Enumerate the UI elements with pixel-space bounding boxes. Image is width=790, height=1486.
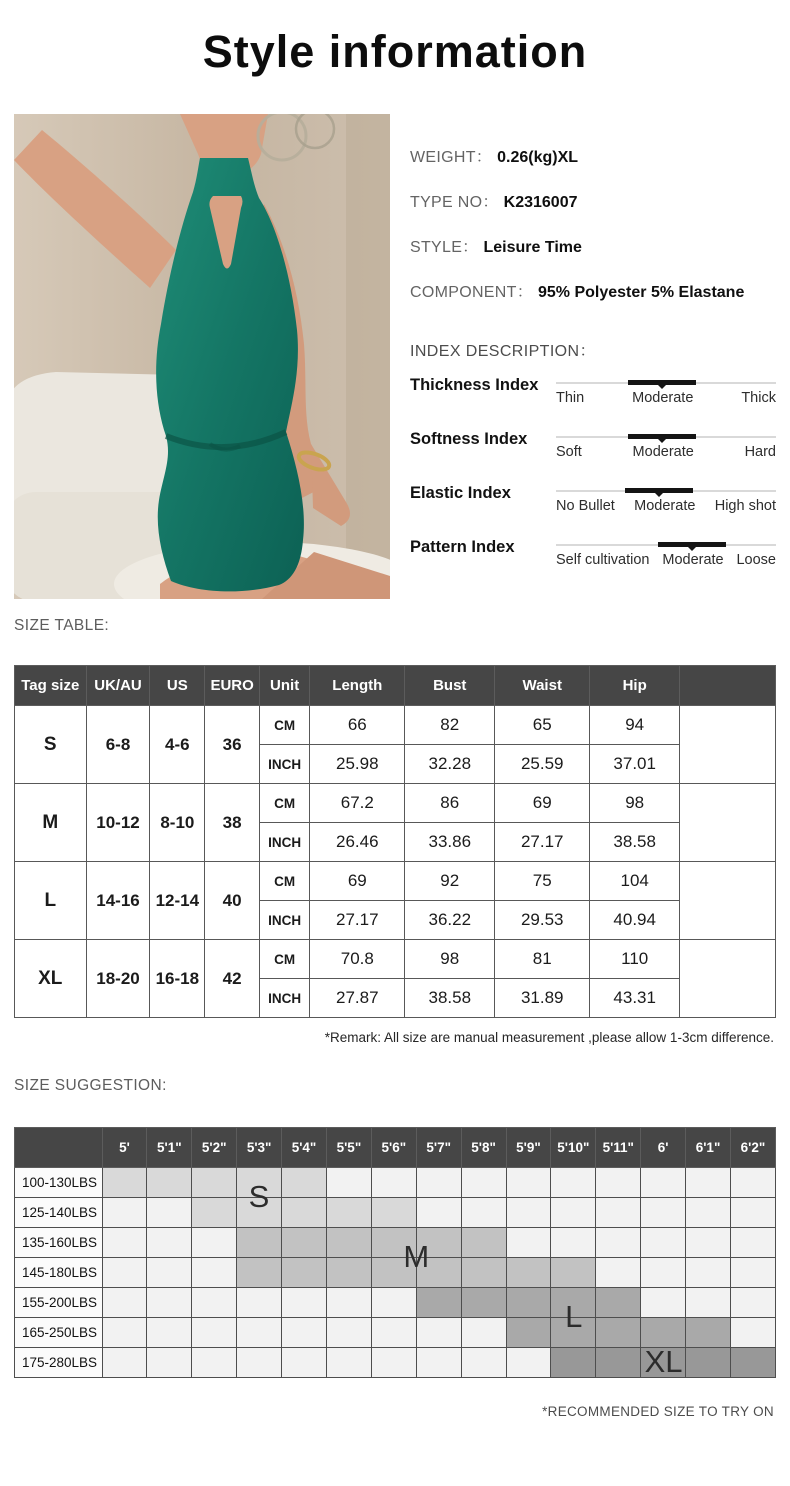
size-zone-cell <box>416 1198 461 1228</box>
size-table-cell: 4-6 <box>150 706 205 784</box>
size-table-cell: S <box>15 706 87 784</box>
size-table-cell: CM <box>260 940 310 979</box>
product-photo <box>14 114 390 599</box>
size-zone-cell <box>596 1288 641 1318</box>
height-header-cell: 6'1" <box>686 1128 731 1168</box>
size-zone-cell <box>371 1288 416 1318</box>
size-zone-cell <box>416 1318 461 1348</box>
size-zone-cell <box>416 1228 461 1258</box>
product-photo-illustration <box>14 114 390 599</box>
size-table-header-cell <box>680 666 776 706</box>
scale-level-label: Moderate <box>632 444 694 460</box>
size-zone-cell <box>461 1228 506 1258</box>
size-zone-cell <box>371 1168 416 1198</box>
size-zone-cell <box>282 1258 327 1288</box>
height-header-cell: 5'9" <box>506 1128 551 1168</box>
size-table-wrap <box>0 665 790 1018</box>
size-table-cell: 43.31 <box>590 979 680 1018</box>
size-zone-cell <box>326 1168 371 1198</box>
size-zone-cell <box>686 1288 731 1318</box>
size-table-cell: M <box>15 784 87 862</box>
index-row-label: Pattern Index <box>410 538 515 556</box>
size-table-cell: 98 <box>405 940 495 979</box>
size-table-label: SIZE TABLE: <box>14 617 110 634</box>
index-row <box>410 537 776 579</box>
size-zone-cell <box>147 1318 192 1348</box>
size-suggestion-table <box>14 1127 776 1378</box>
size-zone-cell <box>551 1348 596 1378</box>
size-table-cell: 66 <box>310 706 405 745</box>
product-info-label: COMPONENT： <box>410 284 533 301</box>
size-table-cell: 104 <box>590 862 680 901</box>
size-table-cell: 33.86 <box>405 823 495 862</box>
size-zone-cell <box>686 1258 731 1288</box>
height-header-cell: 5' <box>102 1128 147 1168</box>
size-zone-cell <box>192 1258 237 1288</box>
size-table-cell: 67.2 <box>310 784 405 823</box>
height-header-cell: 5'10" <box>551 1128 596 1168</box>
size-zone-cell <box>102 1288 147 1318</box>
top-section <box>0 114 790 599</box>
size-table-cell <box>680 784 776 862</box>
size-zone-cell <box>282 1318 327 1348</box>
size-zone-cell <box>416 1348 461 1378</box>
size-zone-letter: S <box>248 1179 270 1214</box>
size-table-cell: 40 <box>205 862 260 940</box>
product-details <box>390 114 776 599</box>
size-zone-cell <box>282 1168 327 1198</box>
size-zone-cell <box>237 1348 282 1378</box>
size-zone-cell <box>506 1168 551 1198</box>
size-zone-cell <box>147 1228 192 1258</box>
index-description-heading: INDEX DESCRIPTION： <box>410 343 596 360</box>
size-table-cell: 86 <box>405 784 495 823</box>
size-zone-cell <box>506 1258 551 1288</box>
size-zone-cell <box>416 1258 461 1288</box>
size-table-header-cell: Unit <box>260 666 310 706</box>
size-table-cell: 29.53 <box>495 901 590 940</box>
size-zone-cell <box>192 1228 237 1258</box>
product-info-label: STYLE： <box>410 239 479 256</box>
size-zone-cell <box>326 1348 371 1378</box>
size-zone-cell <box>461 1348 506 1378</box>
size-zone-cell <box>596 1348 641 1378</box>
size-table-cell: INCH <box>260 901 310 940</box>
weight-label-cell: 165-250LBS <box>15 1318 103 1348</box>
size-table-cell: 38 <box>205 784 260 862</box>
size-suggestion-label: SIZE SUGGESTION: <box>14 1077 167 1094</box>
scale-level-label: No Bullet <box>556 498 615 514</box>
product-info-value: Leisure Time <box>483 239 582 256</box>
height-header-cell: 5'2" <box>192 1128 237 1168</box>
size-table-header-cell: UK/AU <box>86 666 150 706</box>
height-header-cell: 5'8" <box>461 1128 506 1168</box>
weight-label-cell: 145-180LBS <box>15 1258 103 1288</box>
size-table-cell: 26.46 <box>310 823 405 862</box>
size-zone-cell <box>416 1168 461 1198</box>
size-table-cell <box>680 940 776 1018</box>
size-zone-cell <box>326 1258 371 1288</box>
size-zone-letter: XL <box>644 1344 683 1379</box>
product-info-label: TYPE NO： <box>410 194 499 211</box>
size-table-cell: 81 <box>495 940 590 979</box>
size-table-cell: INCH <box>260 979 310 1018</box>
scale-level-label: Thick <box>741 390 776 406</box>
index-scale <box>556 483 776 525</box>
size-zone-cell <box>551 1288 596 1318</box>
product-info-row <box>410 234 776 257</box>
size-table-cell: 25.98 <box>310 745 405 784</box>
product-info-list <box>410 144 776 302</box>
index-scale <box>556 429 776 471</box>
size-suggestion-row <box>15 1348 776 1378</box>
size-table-cell: XL <box>15 940 87 1018</box>
height-header-cell: 5'7" <box>416 1128 461 1168</box>
size-zone-cell <box>237 1198 282 1228</box>
size-zone-cell <box>147 1198 192 1228</box>
size-zone-cell <box>506 1198 551 1228</box>
size-table-cell: 36.22 <box>405 901 495 940</box>
size-zone-cell <box>282 1288 327 1318</box>
size-zone-cell <box>326 1318 371 1348</box>
scale-level-label: Moderate <box>632 390 694 406</box>
product-info-row <box>410 189 776 212</box>
size-table-cell: 69 <box>310 862 405 901</box>
size-zone-cell <box>416 1288 461 1318</box>
size-table-row <box>15 706 776 745</box>
weight-label-cell: 155-200LBS <box>15 1288 103 1318</box>
size-zone-cell <box>192 1288 237 1318</box>
product-info-label: WEIGHT： <box>410 149 493 166</box>
size-zone-cell <box>551 1228 596 1258</box>
size-zone-cell <box>371 1198 416 1228</box>
size-suggestion-wrap <box>0 1127 790 1378</box>
size-zone-cell <box>641 1288 686 1318</box>
size-zone-cell <box>730 1288 775 1318</box>
size-suggestion-row <box>15 1258 776 1288</box>
size-suggestion-header-row <box>15 1128 776 1168</box>
size-zone-cell <box>371 1318 416 1348</box>
size-zone-cell <box>596 1228 641 1258</box>
index-scale <box>556 375 776 417</box>
size-table-cell: CM <box>260 706 310 745</box>
size-table-cell: 27.17 <box>310 901 405 940</box>
size-zone-cell <box>551 1198 596 1228</box>
height-header-cell: 5'11" <box>596 1128 641 1168</box>
scale-level-label: Loose <box>736 552 776 568</box>
size-zone-cell <box>192 1318 237 1348</box>
size-table-cell: 8-10 <box>150 784 205 862</box>
size-table-cell: 38.58 <box>590 823 680 862</box>
size-zone-cell <box>551 1168 596 1198</box>
index-row <box>410 483 776 525</box>
size-zone-cell <box>326 1198 371 1228</box>
size-zone-cell <box>282 1228 327 1258</box>
size-table-cell: 6-8 <box>86 706 150 784</box>
height-header-cell: 6' <box>641 1128 686 1168</box>
size-zone-cell <box>506 1228 551 1258</box>
size-table-cell: INCH <box>260 823 310 862</box>
size-table-cell: 75 <box>495 862 590 901</box>
size-suggestion-row <box>15 1228 776 1258</box>
size-zone-cell <box>506 1318 551 1348</box>
size-table-header-cell: US <box>150 666 205 706</box>
size-table-header-cell: EURO <box>205 666 260 706</box>
size-table-header-row <box>15 666 776 706</box>
size-table-cell: 37.01 <box>590 745 680 784</box>
product-info-value: 0.26(kg)XL <box>497 149 579 166</box>
size-zone-cell <box>730 1318 775 1348</box>
product-info-row <box>410 144 776 167</box>
scale-level-labels <box>556 390 776 406</box>
size-table-cell <box>680 862 776 940</box>
size-table-cell: 27.87 <box>310 979 405 1018</box>
size-zone-cell <box>237 1228 282 1258</box>
size-table-row <box>15 784 776 823</box>
size-zone-cell <box>730 1348 775 1378</box>
size-zone-cell <box>102 1228 147 1258</box>
size-zone-cell <box>282 1348 327 1378</box>
size-table-cell: L <box>15 862 87 940</box>
index-row-label: Softness Index <box>410 430 528 448</box>
height-header-cell: 5'4" <box>282 1128 327 1168</box>
size-table-head <box>15 666 776 706</box>
index-scale <box>556 537 776 579</box>
index-row-label: Thickness Index <box>410 376 539 394</box>
size-zone-cell <box>237 1288 282 1318</box>
index-row <box>410 375 776 417</box>
size-table-cell: 82 <box>405 706 495 745</box>
size-table-cell: 25.59 <box>495 745 590 784</box>
size-zone-cell <box>730 1228 775 1258</box>
weight-label-cell: 125-140LBS <box>15 1198 103 1228</box>
scale-level-labels <box>556 444 776 460</box>
scale-level-label: Thin <box>556 390 585 406</box>
size-zone-cell <box>102 1318 147 1348</box>
size-table-cell: 110 <box>590 940 680 979</box>
size-zone-cell <box>461 1288 506 1318</box>
size-table-section <box>0 617 790 1045</box>
size-zone-cell <box>641 1348 686 1378</box>
size-zone-cell <box>730 1168 775 1198</box>
size-suggestion-head <box>15 1128 776 1168</box>
size-zone-cell <box>192 1198 237 1228</box>
size-zone-letter: L <box>565 1299 583 1334</box>
size-suggestion-row <box>15 1168 776 1198</box>
size-table-cell: 94 <box>590 706 680 745</box>
size-zone-cell <box>237 1318 282 1348</box>
size-table <box>14 665 776 1018</box>
size-zone-cell <box>461 1198 506 1228</box>
size-zone-cell <box>551 1318 596 1348</box>
size-table-cell: 65 <box>495 706 590 745</box>
size-table-body <box>15 706 776 1018</box>
size-table-cell: 40.94 <box>590 901 680 940</box>
height-header-cell: 5'3" <box>237 1128 282 1168</box>
size-table-header-cell: Hip <box>590 666 680 706</box>
scale-level-label: Soft <box>556 444 582 460</box>
size-zone-cell <box>461 1258 506 1288</box>
size-table-cell: 10-12 <box>86 784 150 862</box>
size-zone-cell <box>102 1168 147 1198</box>
index-rows <box>410 375 776 579</box>
scale-level-labels <box>556 552 776 568</box>
size-zone-cell <box>641 1198 686 1228</box>
product-info-row <box>410 279 776 302</box>
size-table-cell: INCH <box>260 745 310 784</box>
size-zone-cell <box>102 1198 147 1228</box>
height-header-cell: 6'2" <box>730 1128 775 1168</box>
size-zone-cell <box>192 1348 237 1378</box>
scale-level-label: High shot <box>714 498 776 514</box>
size-zone-letter: M <box>403 1239 430 1274</box>
height-header-cell: 5'6" <box>371 1128 416 1168</box>
size-zone-cell <box>371 1228 416 1258</box>
size-zone-cell <box>730 1258 775 1288</box>
size-table-cell: 42 <box>205 940 260 1018</box>
scale-level-label: Self cultivation <box>556 552 650 568</box>
size-zone-cell <box>596 1258 641 1288</box>
scale-level-labels <box>556 498 776 514</box>
size-table-cell: 18-20 <box>86 940 150 1018</box>
size-zone-cell <box>686 1168 731 1198</box>
product-info-value: K2316007 <box>503 194 578 211</box>
size-table-header-cell: Tag size <box>15 666 87 706</box>
size-suggestion-footnote: *RECOMMENDED SIZE TO TRY ON <box>542 1404 774 1419</box>
size-zone-cell <box>102 1348 147 1378</box>
size-zone-cell <box>102 1258 147 1288</box>
size-zone-cell <box>237 1168 282 1198</box>
size-zone-cell <box>596 1168 641 1198</box>
size-zone-cell <box>641 1228 686 1258</box>
scale-level-label: Hard <box>744 444 776 460</box>
size-zone-cell <box>237 1258 282 1288</box>
size-zone-cell <box>461 1168 506 1198</box>
size-zone-cell <box>147 1258 192 1288</box>
size-table-cell: 36 <box>205 706 260 784</box>
size-table-cell: 27.17 <box>495 823 590 862</box>
size-zone-cell <box>506 1348 551 1378</box>
size-table-header-cell: Bust <box>405 666 495 706</box>
size-table-cell: 70.8 <box>310 940 405 979</box>
size-zone-cell <box>326 1288 371 1318</box>
size-table-cell: 38.58 <box>405 979 495 1018</box>
size-zone-cell <box>282 1198 327 1228</box>
size-zone-cell <box>326 1228 371 1258</box>
size-table-row <box>15 862 776 901</box>
size-table-cell: 16-18 <box>150 940 205 1018</box>
product-info-value: 95% Polyester 5% Elastane <box>538 284 745 301</box>
size-zone-cell <box>641 1318 686 1348</box>
size-suggestion-inner <box>14 1127 776 1378</box>
size-table-header-cell: Length <box>310 666 405 706</box>
size-table-row <box>15 940 776 979</box>
size-suggestion-row <box>15 1318 776 1348</box>
size-zone-cell <box>641 1168 686 1198</box>
size-suggestion-section <box>0 1077 790 1419</box>
size-table-cell: CM <box>260 862 310 901</box>
size-table-cell: 69 <box>495 784 590 823</box>
size-zone-cell <box>371 1348 416 1378</box>
scale-level-label: Moderate <box>662 552 724 568</box>
weight-label-cell: 175-280LBS <box>15 1348 103 1378</box>
size-zone-cell <box>506 1288 551 1318</box>
size-table-cell: 98 <box>590 784 680 823</box>
size-zone-cell <box>686 1348 731 1378</box>
size-zone-cell <box>551 1258 596 1288</box>
size-zone-cell <box>596 1318 641 1348</box>
index-row-label: Elastic Index <box>410 484 511 502</box>
scale-level-label: Moderate <box>634 498 696 514</box>
size-table-remark: *Remark: All size are manual measurement ,please allow 1-3cm difference. <box>324 1030 774 1045</box>
size-zone-cell <box>147 1348 192 1378</box>
height-header-cell: 5'1" <box>147 1128 192 1168</box>
size-zone-cell <box>686 1228 731 1258</box>
size-table-cell: 92 <box>405 862 495 901</box>
size-zone-cell <box>686 1318 731 1348</box>
size-table-cell: 31.89 <box>495 979 590 1018</box>
size-suggestion-row <box>15 1288 776 1318</box>
size-zone-cell <box>730 1198 775 1228</box>
size-suggestion-row <box>15 1198 776 1228</box>
size-zone-cell <box>641 1258 686 1288</box>
size-table-cell: CM <box>260 784 310 823</box>
size-zone-cell <box>147 1168 192 1198</box>
size-zone-cell <box>461 1318 506 1348</box>
height-header-cell: 5'5" <box>326 1128 371 1168</box>
size-table-cell: 32.28 <box>405 745 495 784</box>
index-row <box>410 429 776 471</box>
size-zone-cell <box>147 1288 192 1318</box>
size-zone-cell <box>596 1198 641 1228</box>
size-zone-cell <box>686 1198 731 1228</box>
size-table-cell: 14-16 <box>86 862 150 940</box>
size-zone-cell <box>371 1258 416 1288</box>
size-suggestion-body <box>15 1168 776 1378</box>
size-suggestion-corner-cell <box>15 1128 103 1168</box>
size-table-header-cell: Waist <box>495 666 590 706</box>
weight-label-cell: 135-160LBS <box>15 1228 103 1258</box>
size-zone-cell <box>192 1168 237 1198</box>
page-title: Style information <box>202 26 588 77</box>
size-table-cell <box>680 706 776 784</box>
weight-label-cell: 100-130LBS <box>15 1168 103 1198</box>
size-table-cell: 12-14 <box>150 862 205 940</box>
